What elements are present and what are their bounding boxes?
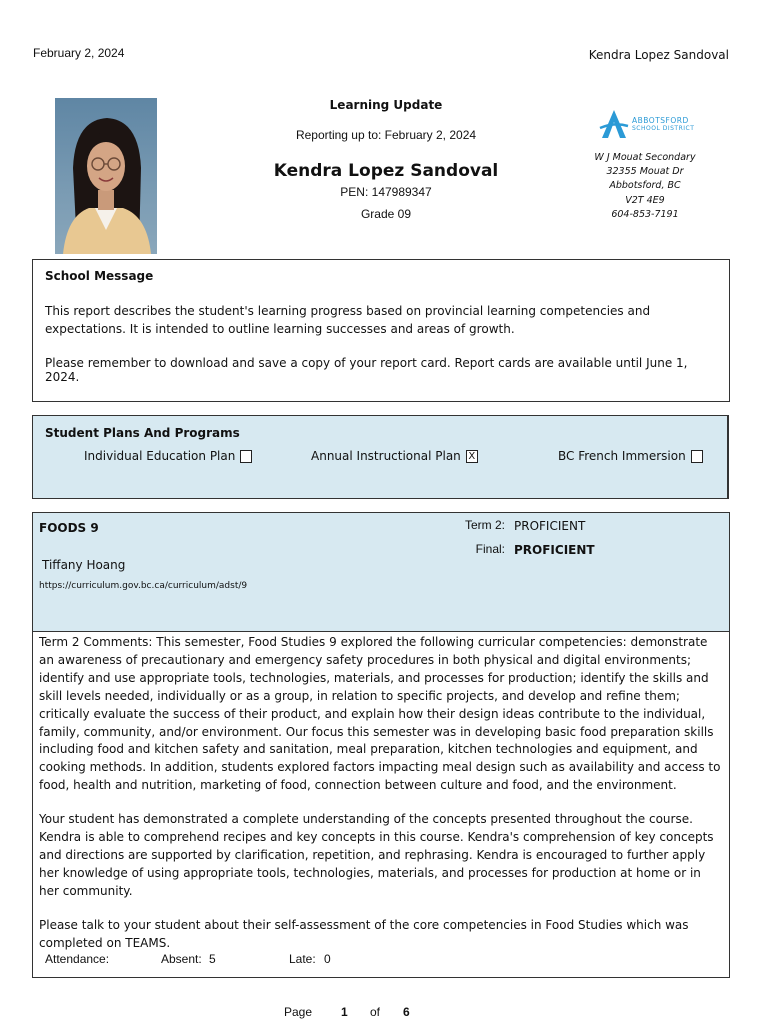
final-value: PROFICIENT [514, 543, 595, 557]
school-message-paragraph2: Please remember to download and save a copy of your report card. Report cards are available until June 1, 2024. [45, 356, 688, 384]
student-pen: PEN: 147989347 [340, 185, 432, 199]
student-plans-box [32, 415, 729, 499]
plans-title: Student Plans And Programs [45, 426, 240, 440]
late-label: Late: [289, 952, 316, 966]
school-name: W J Mouat Secondary [594, 152, 696, 163]
late-value: 0 [324, 952, 331, 966]
page-label: Page [284, 1005, 313, 1019]
final-label: Final: [475, 542, 505, 556]
school-message-title: School Message [45, 269, 154, 283]
course-name: FOODS 9 [39, 521, 99, 535]
course-curriculum-link[interactable]: https://curriculum.gov.bc.ca/curriculum/adst/9 [39, 581, 248, 591]
school-message-box [32, 259, 730, 402]
attendance-label: Attendance: [45, 952, 110, 966]
page-number: 1 [341, 1005, 348, 1019]
total-pages: 6 [403, 1005, 410, 1019]
absent-value: 5 [209, 952, 216, 966]
reporting-period: Reporting up to: February 2, 2024 [295, 128, 477, 142]
plan-iep [84, 449, 252, 463]
self-assessment-comments: Please talk to your student about their self-assessment of the core competencies in Food Studies which was completed on TEAMS. [39, 918, 689, 950]
school-message-paragraph1: This report describes the student's learning progress based on provincial learning competencies and expectations. It is intended to outline learning successes and areas of growth. [45, 304, 651, 336]
of-label: of [370, 1005, 381, 1019]
logo-line1: ABBOTSFORD [632, 116, 689, 125]
achievement-comments: Your student has demonstrated a complete understanding of the concepts presented throughout the course. Kendra is able to comprehend recipes and key concepts in this course. Kendra's comprehension of key concepts and directions are supported by clarification, repetition, and rephrasing. Kendra is encouraged to further apply her knowledge of using appropriate tools, technologies, materials, and processes for production at home or in her community. [39, 812, 714, 898]
plan-aip [311, 449, 478, 463]
report-title: Learning Update [329, 98, 443, 112]
school-phone: 604-853-7191 [611, 208, 679, 220]
course-teacher: Tiffany Hoang [42, 558, 126, 572]
plan-label: Individual Education Plan [84, 449, 236, 463]
plan-label: Annual Instructional Plan [311, 449, 461, 463]
student-name: Kendra Lopez Sandoval [273, 161, 499, 181]
school-address [580, 151, 710, 222]
student-portrait-icon [55, 98, 157, 254]
term-comments: Term 2 Comments: This semester, Food Studies 9 explored the following curricular competencies: demonstrate an awareness of precautionary and emergency safety procedures in both physical and digital environments; identify and use appropriate tools, technologies, materials, and processes for production; identify the skills and skill levels needed, individually or as a group, in relation to specific projects, and develop and refine them; critically evaluate the success of their product, and explain how their design ideas contribute to the individual, family, community, and/or environment. Our focus this semester was in developing basic food preparation skills including food and kitchen safety and sanitation, meal preparation, kitchen technologies and equipment, and cooking methods. In addition, students explored factors impacting meal design such as availability and access to food, health and nutrition, marketing of food, connection between culture and food, and the environment. [39, 635, 721, 793]
school-city: Abbotsford, BC [609, 180, 681, 192]
logo-line2: SCHOOL DISTRICT [632, 125, 695, 132]
student-photo [55, 98, 157, 254]
plan-label: BC French Immersion [558, 449, 686, 463]
plan-checkbox [691, 450, 703, 463]
plan-checkbox [240, 450, 252, 463]
course-header [32, 512, 730, 632]
header-date: February 2, 2024 [33, 46, 125, 60]
plan-french-immersion [558, 449, 703, 463]
header-student-name: Kendra Lopez Sandoval [588, 48, 729, 62]
plan-checkbox: X [466, 450, 478, 463]
student-grade: Grade 09 [360, 207, 412, 221]
abbotsford-logo-icon [598, 108, 630, 142]
school-postal: V2T 4E9 [625, 194, 665, 206]
absent-label: Absent: [161, 952, 202, 966]
term-value: PROFICIENT [514, 519, 586, 533]
school-district-logo [598, 108, 698, 142]
school-street: 32355 Mouat Dr [606, 166, 684, 178]
term-label: Term 2: [464, 518, 505, 532]
course-comments-box [32, 631, 730, 978]
